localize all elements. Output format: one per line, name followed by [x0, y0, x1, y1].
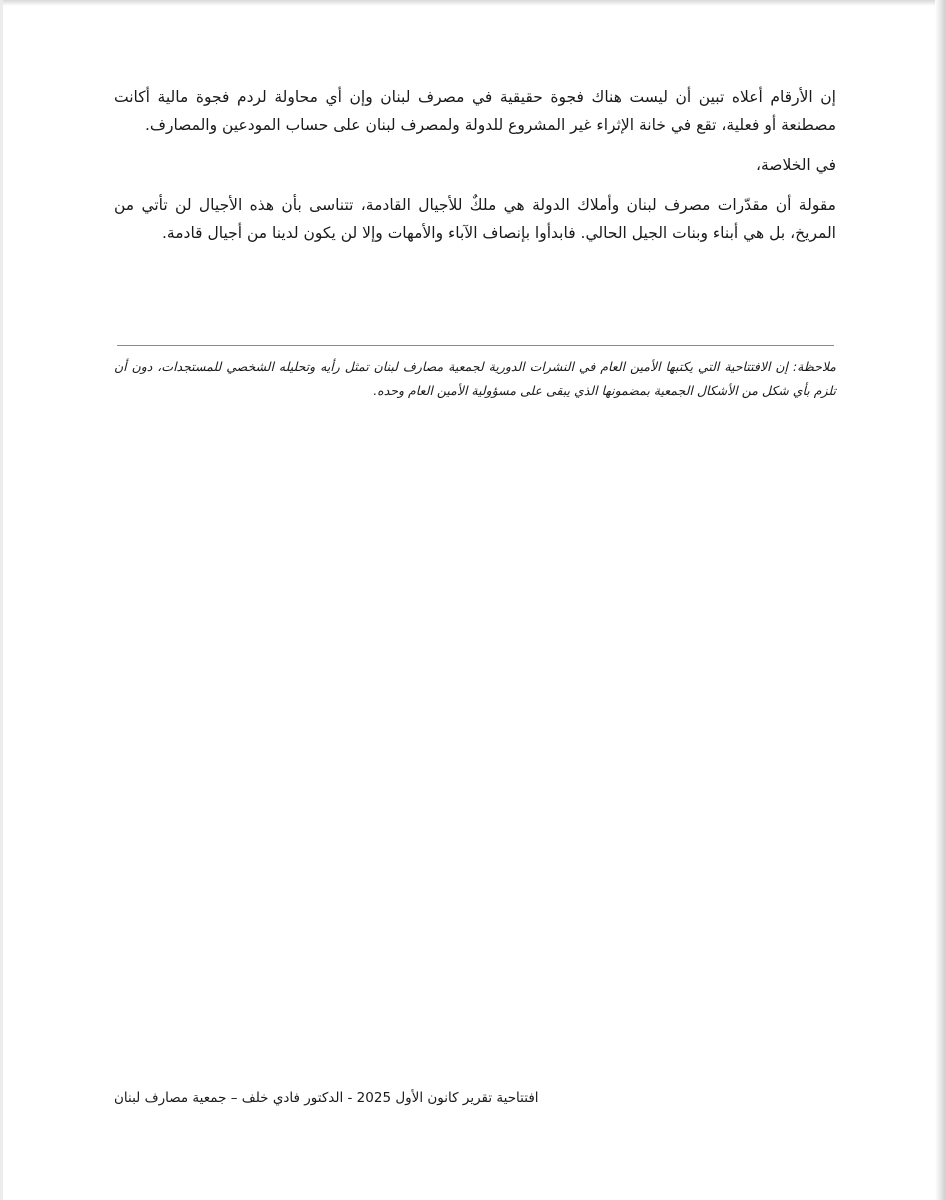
- page-footer: افتتاحية تقرير كانون الأول 2025 - الدكتور فادي خلف – جمعية مصارف لبنان: [114, 1090, 539, 1106]
- disclaimer-note: ملاحظة: إن الافتتاحية التي يكتبها الأمين العام في النشرات الدورية لجمعية مصارف لبنان تمثل رأيه وتحليله الشخصي للمستجدات، دون أن تلزم بأي شكل من الأشكال الجمعية بمضمونها الذي يبقى على مسؤولية الأمين العام وحده.: [114, 359, 836, 398]
- paragraph-financial-gap: إن الأرقام أعلاه تبين أن ليست هناك فجوة حقيقية في مصرف لبنان وإن أي محاولة لردم فجوة مالية أكانت مصطنعة أو فعلية، تقع في خانة الإثراء غير المشروع للدولة ولمصرف لبنان على حساب المودعين والمصارف.: [114, 88, 836, 134]
- page-top-edge: [0, 0, 945, 6]
- page-right-edge: [935, 0, 945, 1200]
- paragraph-future-generations: مقولة أن مقدّرات مصرف لبنان وأملاك الدولة هي ملكٌ للأجيال القادمة، تتناسى بأن هذه الأجيال لن تأتي من المريخ، بل هي أبناء وبنات الجيل الحالي. فابدأوا بإنصاف الآباء والأمهات وإلا لن يكون لدينا من أجيال قادمة.: [114, 196, 836, 242]
- document-body: [114, 83, 836, 259]
- conclusion-heading: في الخلاصة،: [755, 156, 836, 174]
- footnote-divider: [117, 345, 834, 346]
- page-left-edge: [0, 0, 3, 1200]
